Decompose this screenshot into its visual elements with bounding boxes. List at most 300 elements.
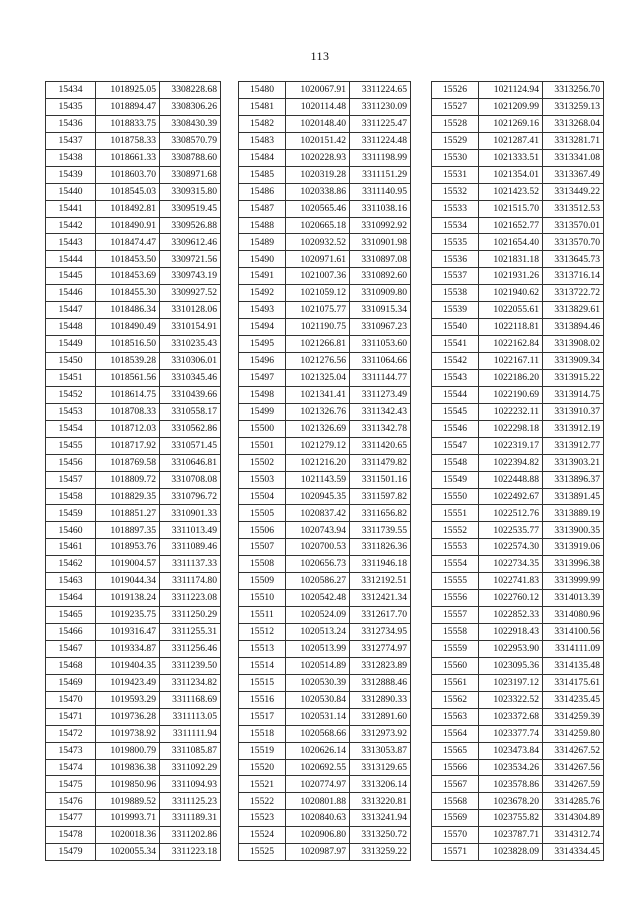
y-coordinate-cell: 3309315.80 bbox=[160, 183, 221, 200]
table-row bbox=[46, 420, 221, 437]
y-coordinate-cell: 3312890.33 bbox=[350, 691, 411, 708]
table-row bbox=[239, 183, 411, 200]
table-row bbox=[239, 268, 411, 285]
y-coordinate-cell: 3309612.46 bbox=[160, 234, 221, 251]
x-coordinate-cell: 1021831.18 bbox=[479, 251, 543, 268]
point-number-cell: 15479 bbox=[46, 844, 96, 861]
y-coordinate-cell: 3311597.82 bbox=[350, 488, 411, 505]
table-row bbox=[239, 539, 411, 556]
x-coordinate-cell: 1018953.76 bbox=[96, 539, 160, 556]
y-coordinate-cell: 3311094.93 bbox=[160, 776, 221, 793]
table-row bbox=[239, 607, 411, 624]
y-coordinate-cell: 3313570.01 bbox=[543, 217, 604, 234]
y-coordinate-cell: 3314259.39 bbox=[543, 708, 604, 725]
point-number-cell: 15481 bbox=[239, 98, 286, 115]
coordinate-tables bbox=[0, 81, 640, 861]
table-row bbox=[432, 285, 604, 302]
y-coordinate-cell: 3313996.38 bbox=[543, 556, 604, 573]
point-number-cell: 15509 bbox=[239, 573, 286, 590]
table-row bbox=[239, 149, 411, 166]
x-coordinate-cell: 1021354.01 bbox=[479, 166, 543, 183]
x-coordinate-cell: 1021190.75 bbox=[286, 319, 350, 336]
point-number-cell: 15455 bbox=[46, 437, 96, 454]
table-row bbox=[46, 624, 221, 641]
table-row bbox=[239, 590, 411, 607]
table-row bbox=[239, 132, 411, 149]
table-row bbox=[432, 725, 604, 742]
table-row bbox=[432, 336, 604, 353]
point-number-cell: 15533 bbox=[432, 200, 479, 217]
y-coordinate-cell: 3314267.52 bbox=[543, 742, 604, 759]
x-coordinate-cell: 1023322.52 bbox=[479, 691, 543, 708]
table-row bbox=[46, 640, 221, 657]
x-coordinate-cell: 1021652.77 bbox=[479, 217, 543, 234]
table-row bbox=[432, 505, 604, 522]
point-number-cell: 15463 bbox=[46, 573, 96, 590]
y-coordinate-cell: 3314080.96 bbox=[543, 607, 604, 624]
point-number-cell: 15468 bbox=[46, 657, 96, 674]
x-coordinate-cell: 1021276.56 bbox=[286, 353, 350, 370]
x-coordinate-cell: 1023473.84 bbox=[479, 742, 543, 759]
point-number-cell: 15528 bbox=[432, 115, 479, 132]
point-number-cell: 15515 bbox=[239, 674, 286, 691]
x-coordinate-cell: 1019736.28 bbox=[96, 708, 160, 725]
coordinate-table-right bbox=[431, 81, 604, 861]
table-row bbox=[239, 217, 411, 234]
point-number-cell: 15456 bbox=[46, 454, 96, 471]
x-coordinate-cell: 1023534.26 bbox=[479, 759, 543, 776]
point-number-cell: 15442 bbox=[46, 217, 96, 234]
y-coordinate-cell: 3313889.19 bbox=[543, 505, 604, 522]
point-number-cell: 15569 bbox=[432, 810, 479, 827]
point-number-cell: 15450 bbox=[46, 353, 96, 370]
point-number-cell: 15510 bbox=[239, 590, 286, 607]
table-row bbox=[239, 251, 411, 268]
y-coordinate-cell: 3313281.71 bbox=[543, 132, 604, 149]
y-coordinate-cell: 3311501.16 bbox=[350, 471, 411, 488]
y-coordinate-cell: 3311256.46 bbox=[160, 640, 221, 657]
point-number-cell: 15478 bbox=[46, 827, 96, 844]
x-coordinate-cell: 1018492.81 bbox=[96, 200, 160, 217]
point-number-cell: 15557 bbox=[432, 607, 479, 624]
x-coordinate-cell: 1020513.24 bbox=[286, 624, 350, 641]
table-row bbox=[46, 132, 221, 149]
point-number-cell: 15517 bbox=[239, 708, 286, 725]
table-row bbox=[432, 640, 604, 657]
point-number-cell: 15540 bbox=[432, 319, 479, 336]
point-number-cell: 15571 bbox=[432, 844, 479, 861]
point-number-cell: 15500 bbox=[239, 420, 286, 437]
y-coordinate-cell: 3311151.29 bbox=[350, 166, 411, 183]
point-number-cell: 15487 bbox=[239, 200, 286, 217]
table-row bbox=[432, 149, 604, 166]
table-row bbox=[46, 115, 221, 132]
y-coordinate-cell: 3312734.95 bbox=[350, 624, 411, 641]
point-number-cell: 15453 bbox=[46, 403, 96, 420]
point-number-cell: 15504 bbox=[239, 488, 286, 505]
point-number-cell: 15436 bbox=[46, 115, 96, 132]
x-coordinate-cell: 1019316.47 bbox=[96, 624, 160, 641]
table-row bbox=[239, 166, 411, 183]
table-row bbox=[46, 488, 221, 505]
table-row bbox=[46, 234, 221, 251]
x-coordinate-cell: 1021654.40 bbox=[479, 234, 543, 251]
table-row bbox=[46, 522, 221, 539]
x-coordinate-cell: 1019404.35 bbox=[96, 657, 160, 674]
x-coordinate-cell: 1022741.83 bbox=[479, 573, 543, 590]
y-coordinate-cell: 3311111.94 bbox=[160, 725, 221, 742]
table-row bbox=[46, 691, 221, 708]
y-coordinate-cell: 3312823.89 bbox=[350, 657, 411, 674]
table-row bbox=[46, 217, 221, 234]
x-coordinate-cell: 1018561.56 bbox=[96, 369, 160, 386]
y-coordinate-cell: 3314259.80 bbox=[543, 725, 604, 742]
table-row bbox=[46, 827, 221, 844]
y-coordinate-cell: 3310967.23 bbox=[350, 319, 411, 336]
table-row bbox=[432, 607, 604, 624]
point-number-cell: 15460 bbox=[46, 522, 96, 539]
point-number-cell: 15508 bbox=[239, 556, 286, 573]
table-row bbox=[432, 556, 604, 573]
x-coordinate-cell: 1023377.74 bbox=[479, 725, 543, 742]
x-coordinate-cell: 1021075.77 bbox=[286, 302, 350, 319]
point-number-cell: 15555 bbox=[432, 573, 479, 590]
table-row bbox=[432, 353, 604, 370]
x-coordinate-cell: 1022232.11 bbox=[479, 403, 543, 420]
point-number-cell: 15543 bbox=[432, 369, 479, 386]
y-coordinate-cell: 3310992.92 bbox=[350, 217, 411, 234]
table-row bbox=[239, 403, 411, 420]
x-coordinate-cell: 1020906.80 bbox=[286, 827, 350, 844]
y-coordinate-cell: 3309721.56 bbox=[160, 251, 221, 268]
x-coordinate-cell: 1021269.16 bbox=[479, 115, 543, 132]
x-coordinate-cell: 1020971.61 bbox=[286, 251, 350, 268]
point-number-cell: 15520 bbox=[239, 759, 286, 776]
y-coordinate-cell: 3311234.82 bbox=[160, 674, 221, 691]
x-coordinate-cell: 1022953.90 bbox=[479, 640, 543, 657]
y-coordinate-cell: 3313716.14 bbox=[543, 268, 604, 285]
x-coordinate-cell: 1022118.81 bbox=[479, 319, 543, 336]
point-number-cell: 15536 bbox=[432, 251, 479, 268]
x-coordinate-cell: 1022186.20 bbox=[479, 369, 543, 386]
y-coordinate-cell: 3311239.50 bbox=[160, 657, 221, 674]
table-row bbox=[432, 98, 604, 115]
point-number-cell: 15526 bbox=[432, 82, 479, 99]
point-number-cell: 15548 bbox=[432, 454, 479, 471]
table-row bbox=[432, 183, 604, 200]
y-coordinate-cell: 3311198.99 bbox=[350, 149, 411, 166]
point-number-cell: 15519 bbox=[239, 742, 286, 759]
table-row bbox=[46, 353, 221, 370]
table-row bbox=[239, 353, 411, 370]
x-coordinate-cell: 1019850.96 bbox=[96, 776, 160, 793]
point-number-cell: 15529 bbox=[432, 132, 479, 149]
x-coordinate-cell: 1018603.70 bbox=[96, 166, 160, 183]
table-row bbox=[432, 437, 604, 454]
point-number-cell: 15527 bbox=[432, 98, 479, 115]
table-row bbox=[239, 115, 411, 132]
y-coordinate-cell: 3313722.72 bbox=[543, 285, 604, 302]
x-coordinate-cell: 1021266.81 bbox=[286, 336, 350, 353]
point-number-cell: 15559 bbox=[432, 640, 479, 657]
point-number-cell: 15502 bbox=[239, 454, 286, 471]
x-coordinate-cell: 1019334.87 bbox=[96, 640, 160, 657]
table-row bbox=[46, 285, 221, 302]
y-coordinate-cell: 3311113.05 bbox=[160, 708, 221, 725]
y-coordinate-cell: 3314135.48 bbox=[543, 657, 604, 674]
table-row bbox=[432, 251, 604, 268]
point-number-cell: 15551 bbox=[432, 505, 479, 522]
point-number-cell: 15568 bbox=[432, 793, 479, 810]
y-coordinate-cell: 3308430.39 bbox=[160, 115, 221, 132]
point-number-cell: 15553 bbox=[432, 539, 479, 556]
y-coordinate-cell: 3314285.76 bbox=[543, 793, 604, 810]
y-coordinate-cell: 3311144.77 bbox=[350, 369, 411, 386]
y-coordinate-cell: 3313912.19 bbox=[543, 420, 604, 437]
y-coordinate-cell: 3309743.19 bbox=[160, 268, 221, 285]
y-coordinate-cell: 3313914.75 bbox=[543, 386, 604, 403]
table-row bbox=[239, 640, 411, 657]
x-coordinate-cell: 1021515.70 bbox=[479, 200, 543, 217]
x-coordinate-cell: 1019993.71 bbox=[96, 810, 160, 827]
table-row bbox=[239, 827, 411, 844]
y-coordinate-cell: 3308570.79 bbox=[160, 132, 221, 149]
y-coordinate-cell: 3311038.16 bbox=[350, 200, 411, 217]
y-coordinate-cell: 3313570.70 bbox=[543, 234, 604, 251]
table-row bbox=[432, 742, 604, 759]
y-coordinate-cell: 3311092.29 bbox=[160, 759, 221, 776]
x-coordinate-cell: 1020524.09 bbox=[286, 607, 350, 624]
table-row bbox=[432, 369, 604, 386]
y-coordinate-cell: 3308788.60 bbox=[160, 149, 221, 166]
table-row bbox=[46, 200, 221, 217]
point-number-cell: 15565 bbox=[432, 742, 479, 759]
table-row bbox=[432, 302, 604, 319]
x-coordinate-cell: 1022319.17 bbox=[479, 437, 543, 454]
table-row bbox=[432, 776, 604, 793]
x-coordinate-cell: 1021209.99 bbox=[479, 98, 543, 115]
point-number-cell: 15521 bbox=[239, 776, 286, 793]
table-row bbox=[46, 708, 221, 725]
point-number-cell: 15489 bbox=[239, 234, 286, 251]
point-number-cell: 15567 bbox=[432, 776, 479, 793]
point-number-cell: 15566 bbox=[432, 759, 479, 776]
y-coordinate-cell: 3311342.78 bbox=[350, 420, 411, 437]
x-coordinate-cell: 1020743.94 bbox=[286, 522, 350, 539]
point-number-cell: 15538 bbox=[432, 285, 479, 302]
x-coordinate-cell: 1018897.35 bbox=[96, 522, 160, 539]
table-row bbox=[46, 471, 221, 488]
x-coordinate-cell: 1020568.66 bbox=[286, 725, 350, 742]
x-coordinate-cell: 1020531.14 bbox=[286, 708, 350, 725]
y-coordinate-cell: 3313268.04 bbox=[543, 115, 604, 132]
x-coordinate-cell: 1023372.68 bbox=[479, 708, 543, 725]
point-number-cell: 15503 bbox=[239, 471, 286, 488]
y-coordinate-cell: 3310796.72 bbox=[160, 488, 221, 505]
x-coordinate-cell: 1023787.71 bbox=[479, 827, 543, 844]
x-coordinate-cell: 1021325.04 bbox=[286, 369, 350, 386]
y-coordinate-cell: 3311739.55 bbox=[350, 522, 411, 539]
y-coordinate-cell: 3310915.34 bbox=[350, 302, 411, 319]
point-number-cell: 15525 bbox=[239, 844, 286, 861]
y-coordinate-cell: 3311140.95 bbox=[350, 183, 411, 200]
x-coordinate-cell: 1023755.82 bbox=[479, 810, 543, 827]
table-row bbox=[46, 776, 221, 793]
y-coordinate-cell: 3312973.92 bbox=[350, 725, 411, 742]
table-row bbox=[239, 725, 411, 742]
point-number-cell: 15475 bbox=[46, 776, 96, 793]
point-number-cell: 15570 bbox=[432, 827, 479, 844]
x-coordinate-cell: 1023095.36 bbox=[479, 657, 543, 674]
y-coordinate-cell: 3313891.45 bbox=[543, 488, 604, 505]
y-coordinate-cell: 3311656.82 bbox=[350, 505, 411, 522]
y-coordinate-cell: 3314267.56 bbox=[543, 759, 604, 776]
y-coordinate-cell: 3313256.70 bbox=[543, 82, 604, 99]
point-number-cell: 15530 bbox=[432, 149, 479, 166]
y-coordinate-cell: 3311342.43 bbox=[350, 403, 411, 420]
y-coordinate-cell: 3313909.34 bbox=[543, 353, 604, 370]
x-coordinate-cell: 1022448.88 bbox=[479, 471, 543, 488]
y-coordinate-cell: 3310562.86 bbox=[160, 420, 221, 437]
point-number-cell: 15563 bbox=[432, 708, 479, 725]
point-number-cell: 15477 bbox=[46, 810, 96, 827]
point-number-cell: 15448 bbox=[46, 319, 96, 336]
x-coordinate-cell: 1020774.97 bbox=[286, 776, 350, 793]
table-row bbox=[239, 98, 411, 115]
y-coordinate-cell: 3308228.68 bbox=[160, 82, 221, 99]
x-coordinate-cell: 1021059.12 bbox=[286, 285, 350, 302]
point-number-cell: 15539 bbox=[432, 302, 479, 319]
table-row bbox=[432, 759, 604, 776]
table-row bbox=[239, 742, 411, 759]
point-number-cell: 15545 bbox=[432, 403, 479, 420]
y-coordinate-cell: 3310558.17 bbox=[160, 403, 221, 420]
x-coordinate-cell: 1021326.76 bbox=[286, 403, 350, 420]
table-row bbox=[432, 200, 604, 217]
point-number-cell: 15444 bbox=[46, 251, 96, 268]
point-number-cell: 15514 bbox=[239, 657, 286, 674]
table-row bbox=[432, 386, 604, 403]
point-number-cell: 15507 bbox=[239, 539, 286, 556]
point-number-cell: 15491 bbox=[239, 268, 286, 285]
point-number-cell: 15447 bbox=[46, 302, 96, 319]
y-coordinate-cell: 3310892.60 bbox=[350, 268, 411, 285]
point-number-cell: 15564 bbox=[432, 725, 479, 742]
point-number-cell: 15549 bbox=[432, 471, 479, 488]
table-row bbox=[46, 369, 221, 386]
table-row bbox=[432, 115, 604, 132]
x-coordinate-cell: 1020513.99 bbox=[286, 640, 350, 657]
table-row bbox=[432, 827, 604, 844]
point-number-cell: 15562 bbox=[432, 691, 479, 708]
table-row bbox=[46, 336, 221, 353]
table-row bbox=[46, 166, 221, 183]
x-coordinate-cell: 1022734.35 bbox=[479, 556, 543, 573]
point-number-cell: 15561 bbox=[432, 674, 479, 691]
x-coordinate-cell: 1020692.55 bbox=[286, 759, 350, 776]
point-number-cell: 15523 bbox=[239, 810, 286, 827]
table-row bbox=[239, 234, 411, 251]
x-coordinate-cell: 1018453.69 bbox=[96, 268, 160, 285]
point-number-cell: 15518 bbox=[239, 725, 286, 742]
x-coordinate-cell: 1018833.75 bbox=[96, 115, 160, 132]
table-row bbox=[239, 573, 411, 590]
table-row bbox=[432, 132, 604, 149]
point-number-cell: 15486 bbox=[239, 183, 286, 200]
x-coordinate-cell: 1020514.89 bbox=[286, 657, 350, 674]
y-coordinate-cell: 3314312.74 bbox=[543, 827, 604, 844]
x-coordinate-cell: 1020656.73 bbox=[286, 556, 350, 573]
y-coordinate-cell: 3313129.65 bbox=[350, 759, 411, 776]
y-coordinate-cell: 3313241.94 bbox=[350, 810, 411, 827]
point-number-cell: 15446 bbox=[46, 285, 96, 302]
table-row bbox=[432, 420, 604, 437]
x-coordinate-cell: 1020542.48 bbox=[286, 590, 350, 607]
table-row bbox=[239, 708, 411, 725]
x-coordinate-cell: 1023197.12 bbox=[479, 674, 543, 691]
y-coordinate-cell: 3312774.97 bbox=[350, 640, 411, 657]
table-row bbox=[46, 437, 221, 454]
x-coordinate-cell: 1019800.79 bbox=[96, 742, 160, 759]
point-number-cell: 15516 bbox=[239, 691, 286, 708]
x-coordinate-cell: 1018545.03 bbox=[96, 183, 160, 200]
table-row bbox=[432, 217, 604, 234]
point-number-cell: 15461 bbox=[46, 539, 96, 556]
y-coordinate-cell: 3313908.02 bbox=[543, 336, 604, 353]
point-number-cell: 15541 bbox=[432, 336, 479, 353]
x-coordinate-cell: 1018717.92 bbox=[96, 437, 160, 454]
x-coordinate-cell: 1020055.34 bbox=[96, 844, 160, 861]
table-row bbox=[46, 403, 221, 420]
x-coordinate-cell: 1022535.77 bbox=[479, 522, 543, 539]
y-coordinate-cell: 3309519.45 bbox=[160, 200, 221, 217]
point-number-cell: 15452 bbox=[46, 386, 96, 403]
y-coordinate-cell: 3310128.06 bbox=[160, 302, 221, 319]
coordinate-table-left bbox=[45, 81, 221, 861]
y-coordinate-cell: 3311826.36 bbox=[350, 539, 411, 556]
point-number-cell: 15458 bbox=[46, 488, 96, 505]
y-coordinate-cell: 3311125.23 bbox=[160, 793, 221, 810]
point-number-cell: 15492 bbox=[239, 285, 286, 302]
table-row bbox=[46, 556, 221, 573]
y-coordinate-cell: 3311089.46 bbox=[160, 539, 221, 556]
table-row bbox=[46, 149, 221, 166]
y-coordinate-cell: 3310909.80 bbox=[350, 285, 411, 302]
point-number-cell: 15451 bbox=[46, 369, 96, 386]
point-number-cell: 15560 bbox=[432, 657, 479, 674]
point-number-cell: 15482 bbox=[239, 115, 286, 132]
point-number-cell: 15469 bbox=[46, 674, 96, 691]
table-row bbox=[432, 708, 604, 725]
table-row bbox=[432, 590, 604, 607]
x-coordinate-cell: 1023578.86 bbox=[479, 776, 543, 793]
point-number-cell: 15532 bbox=[432, 183, 479, 200]
table-row bbox=[239, 624, 411, 641]
y-coordinate-cell: 3313449.22 bbox=[543, 183, 604, 200]
y-coordinate-cell: 3311230.09 bbox=[350, 98, 411, 115]
point-number-cell: 15466 bbox=[46, 624, 96, 641]
x-coordinate-cell: 1020932.52 bbox=[286, 234, 350, 251]
x-coordinate-cell: 1018516.50 bbox=[96, 336, 160, 353]
x-coordinate-cell: 1022394.82 bbox=[479, 454, 543, 471]
x-coordinate-cell: 1021326.69 bbox=[286, 420, 350, 437]
y-coordinate-cell: 3314334.45 bbox=[543, 844, 604, 861]
point-number-cell: 15441 bbox=[46, 200, 96, 217]
table-row bbox=[432, 539, 604, 556]
table-row bbox=[239, 691, 411, 708]
x-coordinate-cell: 1018769.58 bbox=[96, 454, 160, 471]
x-coordinate-cell: 1018486.34 bbox=[96, 302, 160, 319]
